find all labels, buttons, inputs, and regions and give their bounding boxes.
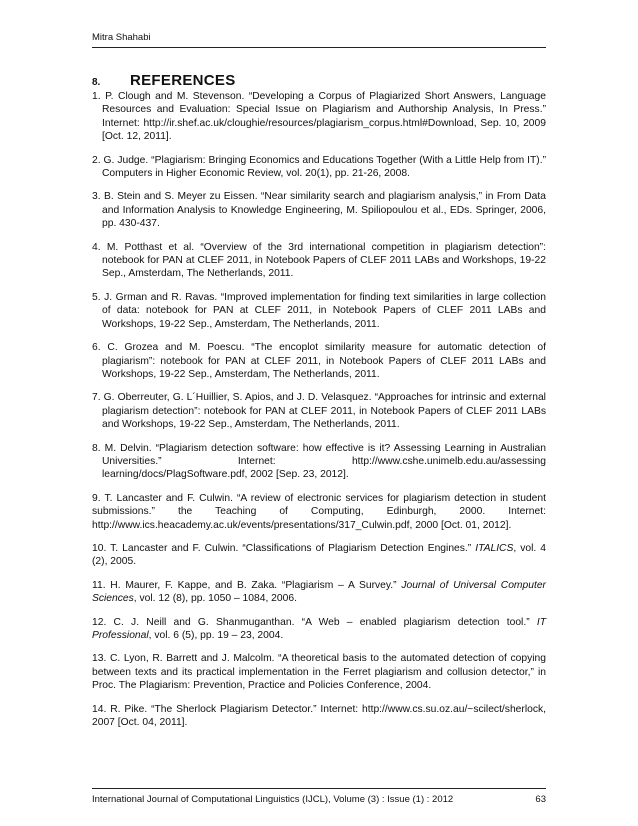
reference-number: 7. (92, 392, 101, 404)
reference-number: 14. (92, 703, 107, 715)
reference-text: G. Oberreuter, G. L´Huillier, S. Apios, and J. D. Velasquez. “Approaches for intrinsic and external plagiarism detection”: notebook for PAN at CLEF 2011, in Notebook Papers of CLEF 2011 LABs and Workshops, 19-22 Sep., Amsterdam, The Netherlands, 2011. (102, 392, 546, 431)
reference-text-tail: , vol. 6 (5), pp. 19 – 23, 2004. (148, 630, 284, 641)
reference-text-tail: , vol. 4 (2), 2005. (92, 542, 546, 568)
reference-11 (92, 579, 546, 606)
footer-rule (92, 788, 546, 789)
reference-number: 8. (92, 442, 101, 454)
reference-text: H. Maurer, F. Kappe, and B. Zaka. “Plagiarism – A Survey.” (110, 579, 402, 591)
reference-number: 9. (92, 492, 101, 504)
reference-number: 5. (92, 291, 101, 303)
reference-journal: ITALICS (475, 542, 514, 554)
reference-text-tail: , vol. 12 (8), pp. 1050 – 1084, 2006. (133, 593, 297, 605)
reference-number: 1. (92, 91, 101, 102)
reference-text: C. Lyon, R. Barrett and J. Malcolm. “A theoretical basis to the automated detection of copying between texts and its practical implementation in the Ferret plagiarism and collusion detector,” in Proc. The Plagiarism: Prevention, Practice and Policies Conference, 2004. (92, 653, 546, 692)
reference-text: J. Grman and R. Ravas. “Improved implementation for finding text similarities in large collection of data: notebook for PAN at CLEF 2011, in Notebook Papers of CLEF 2011 LABs and Workshops, 19-22 Sep., Amsterdam, The Netherlands, 2011. (102, 291, 546, 330)
reference-5 (92, 291, 546, 331)
section-number: 8. (92, 77, 101, 88)
running-header-author: Mitra Shahabi (92, 32, 151, 43)
reference-6 (92, 341, 546, 381)
reference-number: 11. (92, 579, 106, 591)
reference-text: T. Lancaster and F. Culwin. “A review of electronic services for plagiarism detection in student submissions.” the Teaching of Computing, Edinburgh, 2000. Internet: http://www.ics.heacademy.ac.uk/events/presentations/317_Culwin.pdf, 2000 [Oct. 01, 2012]. (92, 492, 546, 531)
reference-2 (92, 154, 546, 181)
reference-text: M. Delvin. “Plagiarism detection software: how effective is it? Assessing Learning in Australian Universities.” Internet: http://www.cshe.unimelb.edu.au/assessing learning/docs/PlagSoftware.pdf, 2002 [Sep. 23, 2012]. (102, 442, 546, 481)
reference-14 (92, 703, 546, 730)
footer-journal: International Journal of Computational Linguistics (IJCL), Volume (3) : Issue (1) : 2012 (92, 794, 454, 805)
reference-4 (92, 241, 546, 281)
reference-text: B. Stein and S. Meyer zu Eissen. “Near similarity search and plagiarism analysis,” in From Data and Information Analysis to Knowledge Engineering, M. Spiliopoulou et al., EDs. Springer, 2006, pp. 430-437. (102, 191, 546, 230)
page-footer (92, 794, 546, 805)
header-rule (92, 47, 546, 48)
reference-text: G. Judge. “Plagiarism: Bringing Economics and Educations Together (With a Little Help from IT).” Computers in Higher Economic Review, vol. 20(1), pp. 21-26, 2008. (102, 154, 546, 180)
section-heading (92, 72, 236, 89)
reference-journal: IT Professional (92, 616, 546, 641)
reference-number: 3. (92, 191, 101, 203)
reference-12 (92, 616, 546, 643)
reference-number: 12. (92, 616, 107, 628)
page-number: 63 (535, 794, 546, 805)
reference-journal: Journal of Universal Computer Sciences (92, 579, 546, 605)
reference-list (92, 90, 546, 729)
reference-number: 4. (92, 241, 101, 253)
reference-text: C. Grozea and M. Poescu. “The encoplot similarity measure for automatic detection of plagiarism”: notebook for PAN at CLEF 2011, in Notebook Papers of CLEF 2011 LABs and Workshops, 19-22 Sep., Amsterdam, The Netherlands, 2011. (102, 342, 546, 380)
reference-7 (92, 391, 546, 431)
reference-text: P. Clough and M. Stevenson. “Developing a Corpus of Plagiarized Short Answers, Language Resources and Evaluation: Special Issue on Plagiarism and Authorship Analysis, In Press.” Internet: http://ir.shef.ac.uk/cloughie/resources/plagiarism_corpus.html#Download, Sep. 10, 2009 [Oct. 12, 2011]. (102, 91, 546, 143)
reference-text: M. Potthast et al. “Overview of the 3rd international competition in plagiarism detection”: notebook for PAN at CLEF 2011, in Notebook Papers of CLEF 2011 LABs and Workshops, 19-22 Sep., Amsterdam, The Netherlands, 2011. (102, 241, 546, 280)
reference-text: R. Pike. “The Sherlock Plagiarism Detector.” Internet: http://www.cs.su.oz.au/~scilect/sherlock, 2007 [Oct. 04, 2011]. (92, 703, 546, 729)
reference-13 (92, 652, 546, 692)
reference-number: 10. (92, 542, 107, 554)
section-title: REFERENCES (130, 72, 236, 89)
reference-3 (92, 190, 546, 230)
reference-8 (92, 442, 546, 482)
reference-10 (92, 542, 546, 569)
reference-1 (92, 90, 546, 144)
reference-text: C. J. Neill and G. Shanmuganthan. “A Web – enabled plagiarism detection tool.” (113, 616, 537, 628)
reference-number: 2. (92, 154, 101, 166)
reference-number: 13. (92, 653, 107, 665)
reference-number: 6. (92, 342, 101, 354)
reference-9 (92, 492, 546, 532)
reference-text: T. Lancaster and F. Culwin. “Classifications of Plagiarism Detection Engines.” (110, 542, 476, 554)
